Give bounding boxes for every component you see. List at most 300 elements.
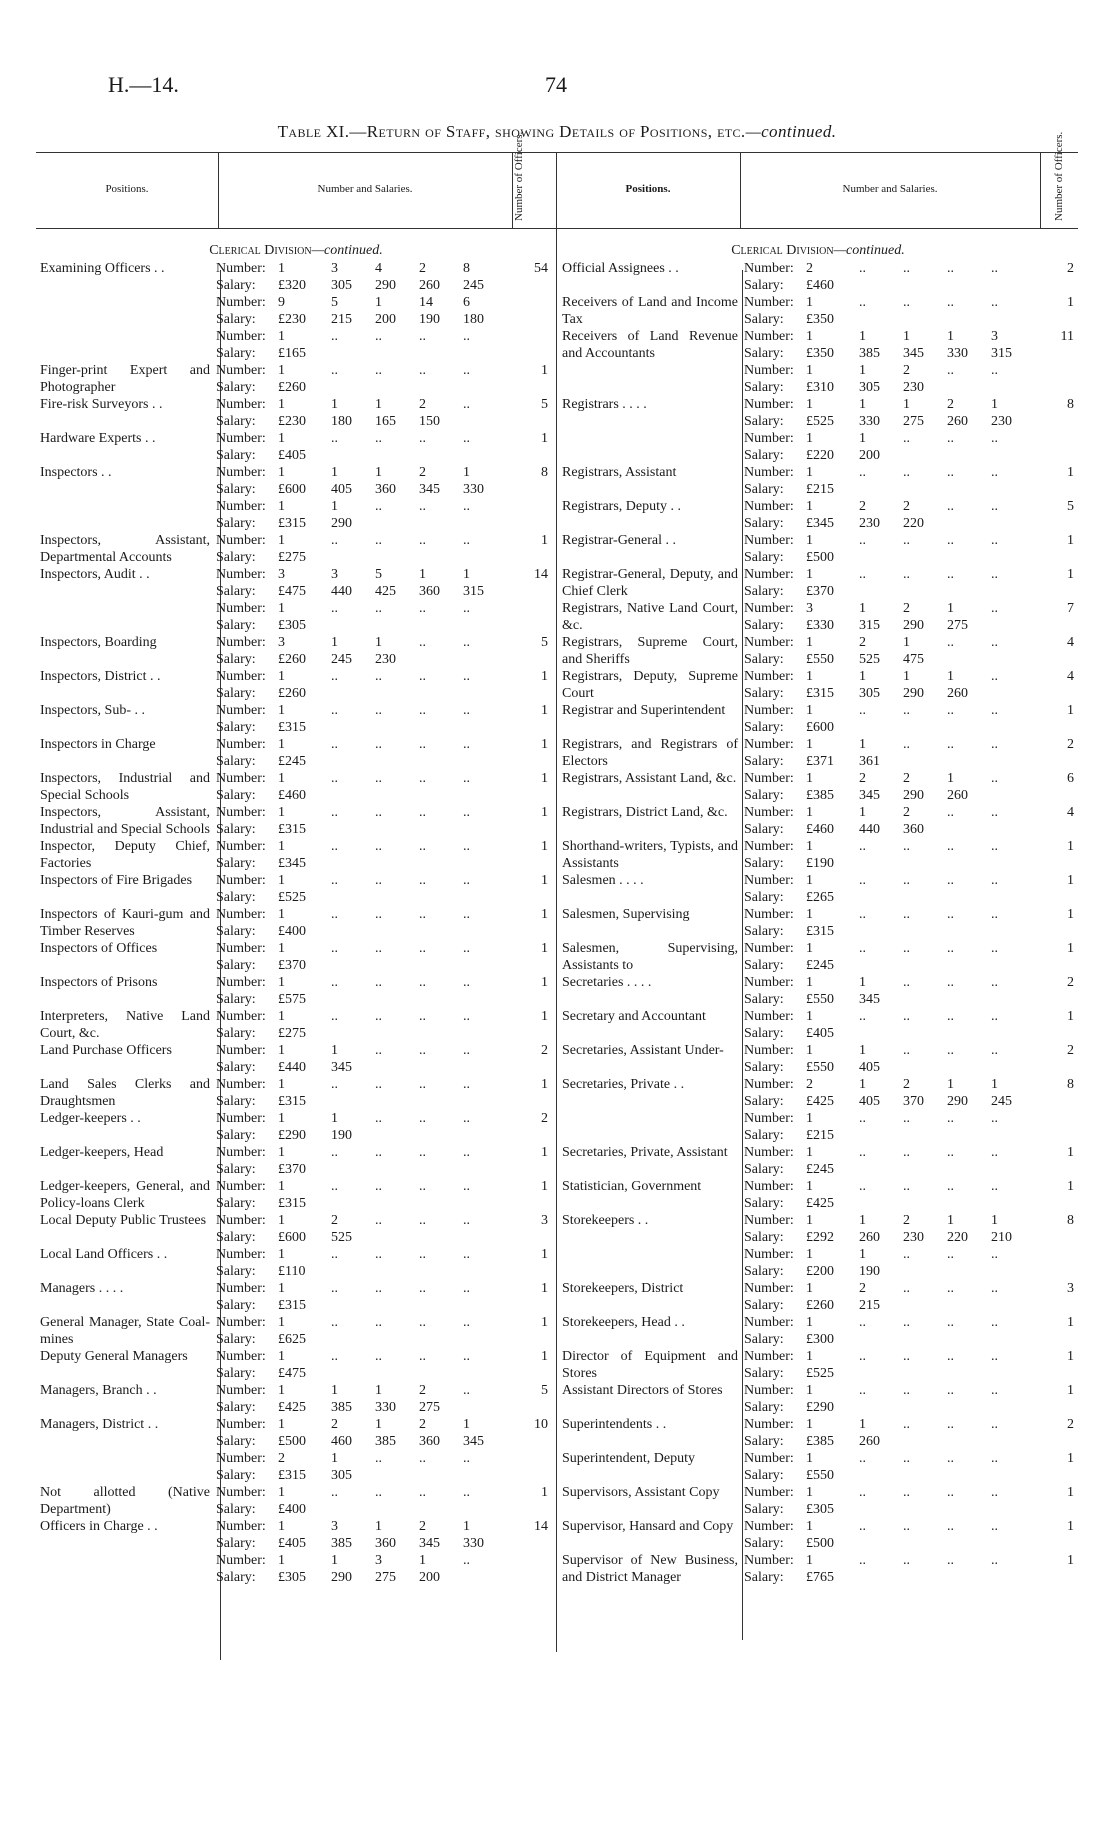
number-and-salaries (216, 464, 512, 532)
value-cell: .. (375, 1077, 382, 1092)
staff-entry (562, 1178, 1074, 1212)
value-cell: 1 (859, 669, 866, 684)
value-cell: £305 (806, 1502, 834, 1517)
line-label: Number: (744, 431, 794, 446)
salary-line (216, 549, 512, 566)
col-header-officers-right: Number of Officers. (1053, 131, 1065, 221)
value-cell: £220 (806, 448, 834, 463)
staff-entry (40, 1008, 548, 1042)
staff-entry (562, 1042, 1074, 1076)
line-label: Salary: (216, 1230, 256, 1245)
number-and-salaries (744, 940, 1040, 974)
position-name: Inspector, Deputy Chief, Factories (40, 839, 210, 871)
value-cell: 1 (806, 805, 813, 820)
value-cell: .. (947, 907, 954, 922)
value-cell: 1 (278, 601, 285, 616)
staff-entry (40, 532, 548, 566)
position-name: Examining Officers . . (40, 261, 165, 276)
position-name: Inspectors, Assistant, Departmental Accounts (40, 533, 210, 565)
value-cell: £245 (806, 1162, 834, 1177)
value-cell: 2 (278, 1451, 285, 1466)
value-cell: £300 (806, 1332, 834, 1347)
value-cell: 1 (278, 669, 285, 684)
value-cell: .. (375, 1281, 382, 1296)
value-cell: .. (419, 1315, 426, 1330)
value-cell: .. (991, 771, 998, 786)
salary-line (216, 889, 512, 906)
line-label: Number: (216, 1451, 266, 1466)
staff-entry (562, 260, 1074, 294)
value-cell: 1 (859, 1213, 866, 1228)
value-cell: 305 (331, 1468, 352, 1483)
value-cell: £315 (278, 720, 306, 735)
salary-line (216, 855, 512, 872)
number-and-salaries (744, 974, 1040, 1008)
number-line (744, 1212, 1040, 1229)
number-and-salaries (744, 1552, 1040, 1586)
value-cell: £425 (806, 1196, 834, 1211)
line-label: Number: (216, 805, 266, 820)
value-cell: 2 (331, 1213, 338, 1228)
value-cell: £350 (806, 312, 834, 327)
line-label: Number: (744, 635, 794, 650)
officers-count: 1 (541, 941, 548, 956)
position-name: Receivers of Land and Income Tax (562, 295, 738, 327)
value-cell: £385 (806, 788, 834, 803)
value-cell: .. (375, 363, 382, 378)
value-cell: 330 (463, 482, 484, 497)
value-cell: 1 (375, 1519, 382, 1534)
staff-entry (562, 668, 1074, 702)
line-label: Number: (216, 1383, 266, 1398)
value-cell: 230 (903, 1230, 924, 1245)
value-cell: .. (331, 975, 338, 990)
number-and-salaries (216, 804, 512, 838)
line-label: Number: (216, 907, 266, 922)
value-cell: .. (375, 1043, 382, 1058)
value-cell: £260 (278, 686, 306, 701)
value-cell: .. (859, 1485, 866, 1500)
salary-line (216, 277, 512, 294)
value-cell: 1 (331, 1043, 338, 1058)
officers-count: 1 (541, 907, 548, 922)
staff-entry (40, 1518, 548, 1586)
value-cell: 1 (278, 907, 285, 922)
salary-line (744, 1263, 1040, 1280)
value-cell: .. (463, 1043, 470, 1058)
number-line (216, 1552, 512, 1569)
value-cell: 1 (806, 1145, 813, 1160)
staff-entry (40, 1212, 548, 1246)
value-cell: £345 (806, 516, 834, 531)
officers-count: 1 (541, 873, 548, 888)
position-name: Secretaries, Private, Assistant (562, 1145, 728, 1160)
line-label: Salary: (744, 516, 784, 531)
line-label: Salary: (744, 1230, 784, 1245)
value-cell: .. (463, 1179, 470, 1194)
line-label: Number: (216, 1349, 266, 1364)
value-cell: 200 (419, 1570, 440, 1585)
staff-entry (562, 600, 1074, 634)
number-and-salaries (216, 396, 512, 430)
value-cell: 180 (463, 312, 484, 327)
number-line (744, 974, 1040, 991)
salary-line (744, 821, 1040, 838)
value-cell: .. (419, 499, 426, 514)
number-and-salaries (744, 668, 1040, 702)
line-label: Number: (744, 1145, 794, 1160)
value-cell: 1 (278, 533, 285, 548)
line-label: Number: (216, 975, 266, 990)
value-cell: .. (419, 941, 426, 956)
number-and-salaries (216, 1144, 512, 1178)
value-cell: £500 (806, 550, 834, 565)
col-divider-right-2 (1040, 152, 1041, 228)
salary-line (216, 923, 512, 940)
value-cell: 290 (903, 686, 924, 701)
value-cell: 345 (859, 788, 880, 803)
value-cell: 440 (859, 822, 880, 837)
officers-count: 6 (1067, 771, 1074, 786)
value-cell: .. (331, 703, 338, 718)
salary-line (216, 1059, 512, 1076)
value-cell: 1 (278, 363, 285, 378)
position-name: Officers in Charge . . (40, 1519, 158, 1534)
value-cell: 2 (331, 1417, 338, 1432)
line-label: Number: (744, 1553, 794, 1568)
value-cell: .. (419, 1111, 426, 1126)
number-line (744, 906, 1040, 923)
value-cell: 1 (859, 1247, 866, 1262)
page-number: 74 (545, 72, 567, 97)
line-label: Salary: (744, 414, 784, 429)
value-cell: .. (903, 941, 910, 956)
value-cell: 1 (278, 805, 285, 820)
value-cell: .. (331, 1349, 338, 1364)
value-cell: 1 (806, 1417, 813, 1432)
value-cell: 290 (331, 1570, 352, 1585)
line-label: Number: (744, 1519, 794, 1534)
line-label: Number: (744, 873, 794, 888)
salary-line (744, 1365, 1040, 1382)
position-name: Secretaries, Assistant Under- (562, 1043, 724, 1058)
number-line (216, 464, 512, 481)
value-cell: .. (859, 1553, 866, 1568)
officers-count: 1 (541, 975, 548, 990)
position-name: Managers, District . . (40, 1417, 159, 1432)
line-label: Number: (216, 1009, 266, 1024)
number-and-salaries (744, 838, 1040, 872)
value-cell: £315 (278, 822, 306, 837)
value-cell: £525 (806, 414, 834, 429)
staff-entry (40, 906, 548, 940)
position-name: Salesmen, Supervising (562, 907, 690, 922)
table-title-main: Table XI.—Return of Staff, showing Details of Positions, etc. (277, 122, 746, 141)
value-cell: .. (375, 703, 382, 718)
line-label: Number: (216, 1077, 266, 1092)
number-and-salaries (744, 634, 1040, 668)
number-line (744, 1042, 1040, 1059)
value-cell: 190 (331, 1128, 352, 1143)
salary-line (744, 787, 1040, 804)
value-cell: 3 (331, 567, 338, 582)
staff-entry (562, 1280, 1074, 1314)
position-name: Registrars, Deputy . . (562, 499, 681, 514)
salary-line (216, 583, 512, 600)
value-cell: .. (463, 499, 470, 514)
value-cell: 1 (278, 499, 285, 514)
col-header-numbers-left: Number and Salaries. (317, 183, 413, 195)
line-label: Number: (744, 839, 794, 854)
value-cell: 1 (278, 941, 285, 956)
number-and-salaries (216, 1518, 512, 1586)
staff-entry (562, 804, 1074, 838)
officers-count: 1 (541, 669, 548, 684)
line-label: Salary: (216, 1468, 256, 1483)
value-cell: .. (419, 363, 426, 378)
value-cell: 200 (859, 448, 880, 463)
officers-count: 1 (1067, 465, 1074, 480)
staff-entry (562, 1314, 1074, 1348)
number-line (744, 770, 1040, 787)
number-line (216, 1246, 512, 1263)
value-cell: .. (331, 329, 338, 344)
value-cell: £525 (806, 1366, 834, 1381)
line-label: Salary: (744, 1468, 784, 1483)
value-cell: 245 (331, 652, 352, 667)
value-cell: .. (903, 1383, 910, 1398)
value-cell: .. (947, 533, 954, 548)
value-cell: .. (463, 635, 470, 650)
value-cell: 1 (419, 1553, 426, 1568)
officers-count: 1 (1067, 567, 1074, 582)
value-cell: 345 (859, 992, 880, 1007)
value-cell: 190 (419, 312, 440, 327)
value-cell: .. (331, 1485, 338, 1500)
officers-count: 1 (1067, 839, 1074, 854)
position-name: Ledger-keepers, General, and Policy-loans Clerk (40, 1179, 210, 1211)
number-line (744, 1348, 1040, 1365)
value-cell: 165 (375, 414, 396, 429)
number-line (216, 668, 512, 685)
value-cell: .. (419, 1247, 426, 1262)
line-label: Salary: (216, 312, 256, 327)
salary-line (216, 481, 512, 498)
value-cell: .. (375, 805, 382, 820)
officers-count: 1 (541, 1247, 548, 1262)
value-cell: 425 (375, 584, 396, 599)
line-label: Salary: (744, 1502, 784, 1517)
value-cell: .. (991, 1009, 998, 1024)
value-cell: .. (903, 703, 910, 718)
number-and-salaries (216, 668, 512, 702)
value-cell: 275 (947, 618, 968, 633)
value-cell: .. (463, 873, 470, 888)
value-cell: .. (419, 1043, 426, 1058)
staff-entry (562, 974, 1074, 1008)
value-cell: 1 (806, 567, 813, 582)
value-cell: .. (463, 907, 470, 922)
value-cell: 1 (331, 397, 338, 412)
staff-entry (40, 1042, 548, 1076)
value-cell: .. (463, 839, 470, 854)
officers-count: 1 (541, 1179, 548, 1194)
value-cell: 245 (991, 1094, 1012, 1109)
salary-line (216, 821, 512, 838)
value-cell: £350 (806, 346, 834, 361)
number-line (744, 1280, 1040, 1297)
value-cell: 1 (463, 567, 470, 582)
line-label: Salary: (216, 1060, 256, 1075)
position-name: Registrars . . . . (562, 397, 647, 412)
number-line (744, 1450, 1040, 1467)
number-line (744, 872, 1040, 889)
value-cell: .. (947, 1485, 954, 1500)
staff-entry (40, 430, 548, 464)
value-cell: .. (463, 805, 470, 820)
number-line (744, 1416, 1040, 1433)
value-cell: £371 (806, 754, 834, 769)
value-cell: .. (903, 261, 910, 276)
value-cell: 330 (947, 346, 968, 361)
position-name: Registrars, District Land, &c. (562, 805, 728, 820)
line-label: Salary: (744, 482, 784, 497)
value-cell: .. (463, 975, 470, 990)
line-label: Salary: (744, 1366, 784, 1381)
number-line (216, 736, 512, 753)
value-cell: .. (375, 1009, 382, 1024)
value-cell: 1 (278, 975, 285, 990)
table-title (0, 122, 1114, 142)
officers-count: 1 (1067, 1349, 1074, 1364)
value-cell: .. (419, 907, 426, 922)
value-cell: 360 (419, 584, 440, 599)
line-label: Number: (216, 499, 266, 514)
salary-line (744, 1433, 1040, 1450)
salary-line (744, 1399, 1040, 1416)
value-cell: .. (331, 873, 338, 888)
staff-entry (562, 464, 1074, 498)
number-and-salaries (744, 804, 1040, 838)
salary-line (216, 1399, 512, 1416)
value-cell: 190 (859, 1264, 880, 1279)
line-label: Salary: (216, 380, 256, 395)
value-cell: £600 (806, 720, 834, 735)
value-cell: 230 (903, 380, 924, 395)
line-label: Salary: (744, 346, 784, 361)
number-line (216, 1008, 512, 1025)
value-cell: £260 (278, 380, 306, 395)
value-cell: .. (331, 533, 338, 548)
value-cell: £315 (806, 924, 834, 939)
position-name: Superintendents . . (562, 1417, 667, 1432)
value-cell: £315 (806, 686, 834, 701)
number-line (744, 362, 1040, 379)
staff-entry (40, 872, 548, 906)
line-label: Number: (744, 805, 794, 820)
line-label: Salary: (744, 1026, 784, 1041)
value-cell: £292 (806, 1230, 834, 1245)
officers-count: 1 (541, 1145, 548, 1160)
value-cell: 1 (806, 1213, 813, 1228)
position-name: Inspectors of Prisons (40, 975, 158, 990)
value-cell: .. (375, 601, 382, 616)
number-line (744, 1144, 1040, 1161)
value-cell: 1 (278, 397, 285, 412)
value-cell: £190 (806, 856, 834, 871)
value-cell: 3 (278, 635, 285, 650)
officers-count: 1 (541, 839, 548, 854)
number-line (744, 1110, 1040, 1127)
line-label: Salary: (216, 618, 256, 633)
salary-line (216, 651, 512, 668)
number-line (744, 940, 1040, 957)
line-label: Salary: (744, 1264, 784, 1279)
position-name: Receivers of Land Revenue and Accountants (562, 329, 738, 361)
number-line (216, 634, 512, 651)
number-line (216, 838, 512, 855)
line-label: Salary: (216, 822, 256, 837)
value-cell: .. (991, 1043, 998, 1058)
value-cell: .. (375, 1315, 382, 1330)
line-label: Salary: (744, 788, 784, 803)
number-line (216, 1314, 512, 1331)
position-name: Registrar-General . . (562, 533, 677, 548)
salary-line (744, 923, 1040, 940)
position-name: Registrar-General, Deputy, and Chief Clerk (562, 567, 738, 599)
value-cell: .. (463, 1349, 470, 1364)
line-label: Number: (216, 329, 266, 344)
staff-entry (40, 1314, 548, 1348)
position-name: General Manager, State Coal-mines (40, 1315, 210, 1347)
value-cell: 1 (806, 703, 813, 718)
officers-count: 1 (1067, 941, 1074, 956)
value-cell: £345 (278, 856, 306, 871)
value-cell: £550 (806, 652, 834, 667)
salary-line (744, 991, 1040, 1008)
position-name: Deputy General Managers (40, 1349, 188, 1364)
line-label: Salary: (216, 516, 256, 531)
line-label: Number: (744, 1315, 794, 1330)
division-heading-right-main: Clerical Division (731, 243, 834, 258)
value-cell: 1 (903, 669, 910, 684)
line-label: Number: (216, 1043, 266, 1058)
value-cell: .. (991, 431, 998, 446)
value-cell: .. (419, 975, 426, 990)
line-label: Salary: (744, 1570, 784, 1585)
value-cell: .. (903, 1247, 910, 1262)
staff-entry (562, 1382, 1074, 1416)
col-header-positions-right: Positions. (625, 183, 671, 195)
position-name: Storekeepers, Head . . (562, 1315, 685, 1330)
value-cell: 2 (859, 771, 866, 786)
position-name: Inspectors, Boarding (40, 635, 157, 650)
line-label: Number: (744, 703, 794, 718)
value-cell: .. (375, 669, 382, 684)
position-name: Hardware Experts . . (40, 431, 156, 446)
value-cell: 2 (419, 261, 426, 276)
number-and-salaries (744, 532, 1040, 566)
position-name: Shorthand-writers, Typists, and Assistants (562, 839, 738, 871)
value-cell: 1 (903, 635, 910, 650)
line-label: Salary: (744, 278, 784, 293)
staff-entry (562, 736, 1074, 770)
value-cell: 1 (278, 1315, 285, 1330)
value-cell: .. (859, 873, 866, 888)
number-and-salaries (216, 1212, 512, 1246)
number-line (216, 1348, 512, 1365)
number-line (744, 1314, 1040, 1331)
